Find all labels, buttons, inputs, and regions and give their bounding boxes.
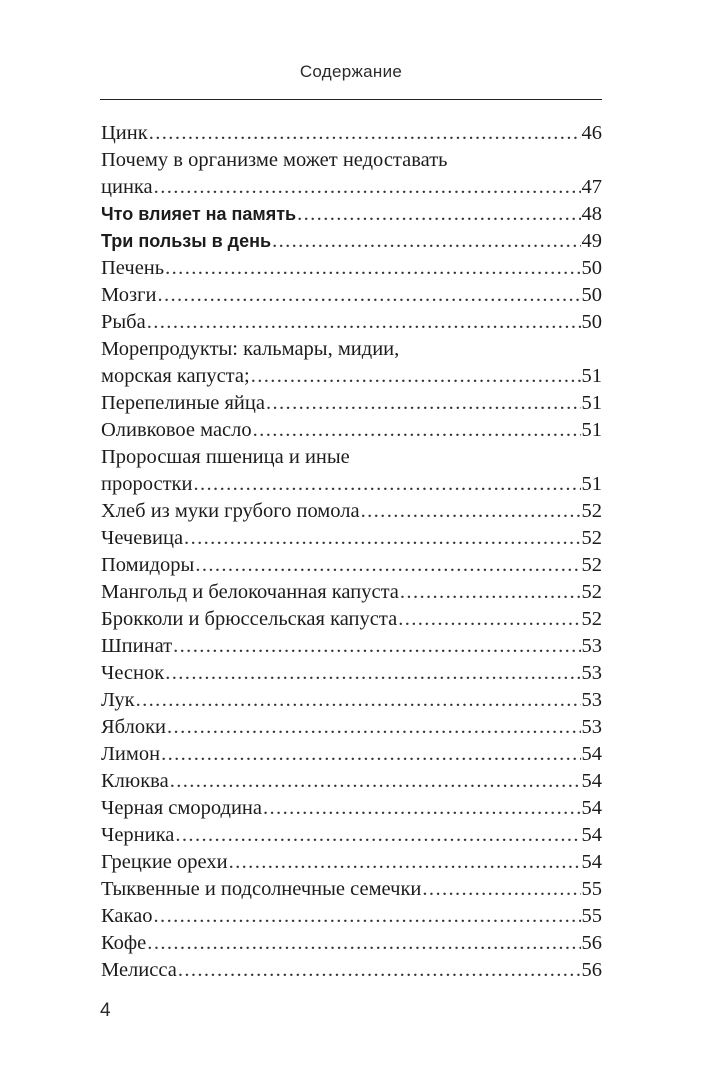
toc-entry-title: Печень (101, 257, 165, 279)
toc-dot-leader (253, 417, 581, 444)
toc-line (101, 201, 602, 228)
toc-entry[interactable] (101, 498, 602, 525)
toc-line (101, 957, 602, 984)
toc-entry[interactable] (101, 147, 602, 201)
toc-entry[interactable] (101, 633, 602, 660)
toc-entry-title: Клюква (101, 770, 169, 792)
toc-dot-leader (263, 795, 581, 822)
toc-dot-leader (154, 174, 581, 201)
toc-entry[interactable] (101, 741, 602, 768)
toc-dot-leader (165, 660, 580, 687)
toc-entry[interactable] (101, 687, 602, 714)
toc-entry[interactable] (101, 606, 602, 633)
toc-entry[interactable] (101, 930, 602, 957)
toc-dot-leader (251, 363, 581, 390)
toc-entry-title: Черника (101, 824, 175, 846)
toc-page-number: 53 (581, 716, 602, 738)
toc-entry[interactable] (101, 957, 602, 984)
toc-entry-title: Почему в организме может недоставать (101, 149, 448, 171)
toc-entry[interactable] (101, 444, 602, 498)
toc-entry[interactable] (101, 282, 602, 309)
toc-line (101, 444, 602, 471)
toc-line (101, 525, 602, 552)
toc-entry-title: Хлеб из муки грубого помола (101, 500, 360, 522)
toc-dot-leader (184, 525, 580, 552)
running-head-title: Содержание (299, 62, 403, 81)
toc-page-number: 50 (581, 311, 602, 333)
toc-entry[interactable] (101, 417, 602, 444)
toc-line (101, 282, 602, 309)
toc-page-number: 51 (581, 473, 602, 495)
toc-dot-leader (147, 309, 581, 336)
toc-dot-leader (136, 687, 581, 714)
toc-line (101, 768, 602, 795)
toc-page-number: 51 (581, 419, 602, 441)
toc-page-number: 49 (581, 230, 602, 252)
toc-line (101, 849, 602, 876)
toc-line (101, 579, 602, 606)
toc-page-number: 56 (581, 959, 602, 981)
toc-entry-title: Три пользы в день (101, 231, 272, 251)
toc-dot-leader (149, 120, 581, 147)
toc-entry[interactable] (101, 768, 602, 795)
toc-dot-leader (398, 606, 580, 633)
toc-line (101, 687, 602, 714)
toc-dot-leader (400, 579, 581, 606)
toc-dot-leader (272, 228, 580, 255)
toc-entry-title: Перепелиные яйца (101, 392, 265, 414)
toc-page-number: 56 (581, 932, 602, 954)
toc-entry[interactable] (101, 228, 602, 255)
toc-entry[interactable] (101, 255, 602, 282)
toc-entry[interactable] (101, 336, 602, 390)
toc-line (101, 741, 602, 768)
toc-dot-leader (422, 876, 580, 903)
toc-line (101, 255, 602, 282)
toc-dot-leader (361, 498, 581, 525)
toc-dot-leader (193, 471, 580, 498)
toc-entry[interactable] (101, 525, 602, 552)
toc-dot-leader (195, 552, 580, 579)
toc-line (101, 552, 602, 579)
toc-line (101, 903, 602, 930)
toc-line (101, 174, 602, 201)
toc-dot-leader (175, 822, 580, 849)
toc-page-number: 52 (581, 527, 602, 549)
toc-line (101, 120, 602, 147)
toc-entry-title: цинка (101, 176, 153, 198)
toc-line (101, 822, 602, 849)
toc-dot-leader (178, 957, 581, 984)
toc-page-number: 55 (581, 878, 602, 900)
toc-page-number: 53 (581, 689, 602, 711)
toc-entry[interactable] (101, 120, 602, 147)
toc-entry[interactable] (101, 201, 602, 228)
toc-entry-title: Рыба (101, 311, 146, 333)
toc-entry-title: Морепродукты: кальмары, мидии, (101, 338, 400, 360)
toc-entry-title: Мангольд и белокочанная капуста (101, 581, 399, 603)
toc-entry[interactable] (101, 849, 602, 876)
toc-page-number: 54 (581, 770, 602, 792)
toc-page-number: 52 (581, 581, 602, 603)
toc-dot-leader (165, 255, 580, 282)
toc-entry-title: Брокколи и брюссельская капуста (101, 608, 398, 630)
toc-line (101, 633, 602, 660)
toc-line (101, 390, 602, 417)
page-number: 4 (100, 1000, 111, 1021)
toc-entry-title: Лук (101, 689, 135, 711)
toc-dot-leader (229, 849, 581, 876)
toc-page-number: 54 (581, 797, 602, 819)
toc-entry-title: Чечевица (101, 527, 184, 549)
toc-dot-leader (170, 768, 581, 795)
toc-page-number: 50 (581, 257, 602, 279)
toc-line (101, 147, 602, 174)
toc-entry[interactable] (101, 795, 602, 822)
toc-entry[interactable] (101, 309, 602, 336)
toc-dot-leader (297, 201, 580, 228)
toc-dot-leader (157, 282, 580, 309)
toc-page-number: 47 (581, 176, 602, 198)
toc-entry[interactable] (101, 579, 602, 606)
toc-entry-title: морская капуста; (101, 365, 250, 387)
toc-page-number: 51 (581, 392, 602, 414)
toc-entry-title: Грецкие орехи (101, 851, 228, 873)
toc-entry-title: Тыквенные и подсолнечные семечки (101, 878, 422, 900)
toc-page-number: 48 (581, 203, 602, 225)
toc-entry-title: Какао (101, 905, 153, 927)
toc-entry-title: Мелисса (101, 959, 177, 981)
toc-entry-title: Лимон (101, 743, 161, 765)
toc-entry-title: Кофе (101, 932, 147, 954)
toc-entry[interactable] (101, 714, 602, 741)
toc-entry-title: Проросшая пшеница и иные (101, 446, 350, 468)
toc-entry-title: Шпинат (101, 635, 173, 657)
toc-page-number: 52 (581, 500, 602, 522)
toc-entry-title: проростки (101, 473, 193, 495)
toc-dot-leader (167, 714, 580, 741)
header-rule (100, 99, 602, 100)
toc-entry-title: Чеснок (101, 662, 165, 684)
toc-entry-title: Черная смородина (101, 797, 262, 819)
toc-page-number: 52 (581, 554, 602, 576)
toc-line (101, 714, 602, 741)
toc-line (101, 309, 602, 336)
toc-page-number: 54 (581, 743, 602, 765)
toc-page-number: 54 (581, 824, 602, 846)
toc-page-number: 46 (581, 122, 602, 144)
toc-entry[interactable] (101, 660, 602, 687)
toc-entry-title: Что влияет на память (101, 204, 297, 224)
toc-entry[interactable] (101, 822, 602, 849)
toc-dot-leader (173, 633, 580, 660)
toc-entry[interactable] (101, 876, 602, 903)
toc-page-number: 51 (581, 365, 602, 387)
toc-line (101, 417, 602, 444)
toc-page-number: 53 (581, 635, 602, 657)
toc-page-number: 53 (581, 662, 602, 684)
toc-dot-leader (266, 390, 581, 417)
toc-line (101, 930, 602, 957)
toc-entry-title: Мозги (101, 284, 157, 306)
toc-entry-title: Помидоры (101, 554, 195, 576)
toc-line (101, 228, 602, 255)
toc-entry-title: Яблоки (101, 716, 167, 738)
toc-entry[interactable] (101, 903, 602, 930)
table-of-contents (101, 120, 602, 984)
toc-line (101, 660, 602, 687)
toc-line (101, 498, 602, 525)
toc-entry[interactable] (101, 390, 602, 417)
toc-entry-title: Оливковое масло (101, 419, 252, 441)
toc-dot-leader (154, 903, 581, 930)
toc-line (101, 606, 602, 633)
toc-line (101, 471, 602, 498)
toc-dot-leader (147, 930, 580, 957)
toc-dot-leader (161, 741, 580, 768)
toc-entry-title: Цинк (101, 122, 148, 144)
toc-line (101, 336, 602, 363)
toc-entry[interactable] (101, 552, 602, 579)
toc-line (101, 363, 602, 390)
toc-page-number: 54 (581, 851, 602, 873)
toc-page-number: 52 (581, 608, 602, 630)
toc-line (101, 876, 602, 903)
toc-page-number: 50 (581, 284, 602, 306)
toc-page-number: 55 (581, 905, 602, 927)
toc-line (101, 795, 602, 822)
